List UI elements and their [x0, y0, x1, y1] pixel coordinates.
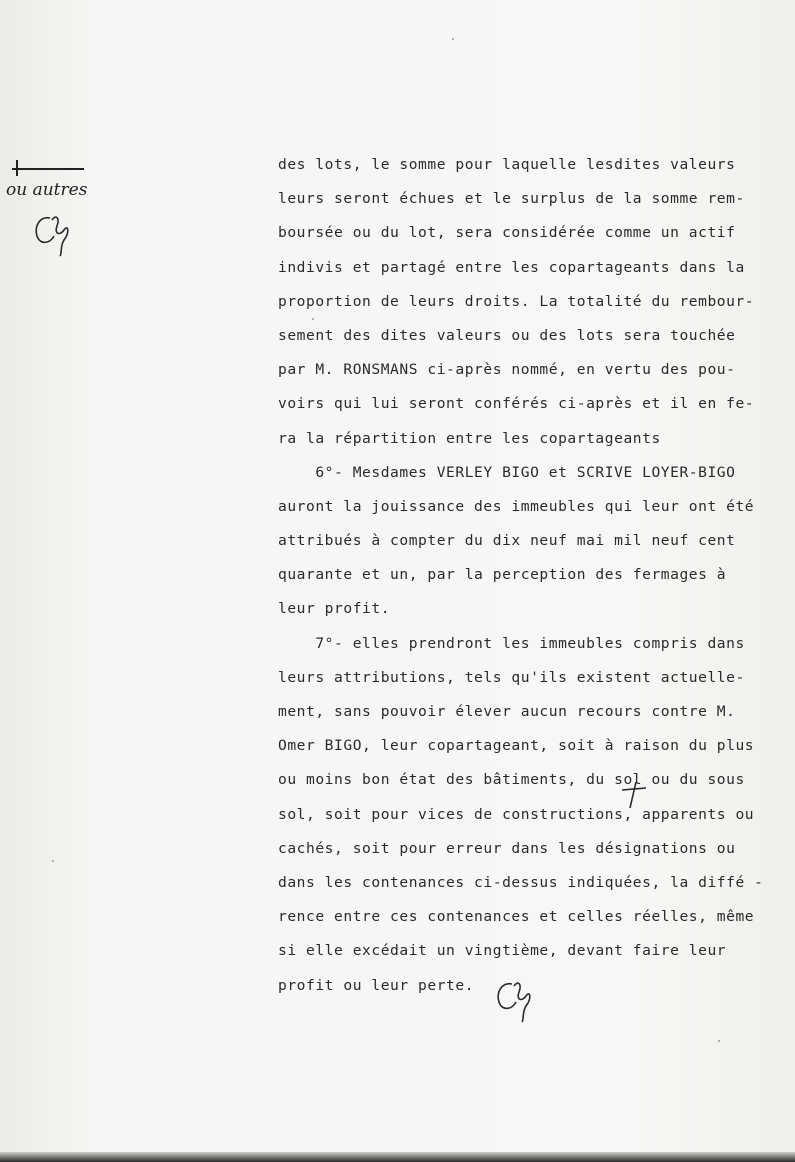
- margin-rule: [12, 168, 84, 170]
- text-line: attribués à compter du dix neuf mai mil neuf cent: [278, 532, 736, 550]
- text-line: leurs attributions, tels qu'ils existent actuelle-: [278, 668, 745, 686]
- text-line: sement des dites valeurs ou des lots sera touchée: [278, 326, 736, 344]
- text-line: dans les contenances ci-dessus indiquées, la diffé -: [278, 873, 764, 891]
- text-line: ou moins bon état des bâtiments, du sol ou du sous: [278, 771, 745, 789]
- text-line: par M. RONSMANS ci-après nommé, en vertu des pou-: [278, 361, 736, 379]
- text-line: proportion de leurs droits. La totalité du rembour-: [278, 292, 755, 310]
- text-line: profit ou leur perte.: [278, 976, 475, 994]
- paper-speck: [718, 1040, 720, 1042]
- margin-note-text: ou autres: [6, 180, 88, 200]
- paper-speck: [52, 860, 54, 862]
- text-line: quarante et un, par la perception des fermages à: [278, 566, 727, 584]
- text-line: des lots, le somme pour laquelle lesdites valeurs: [278, 156, 736, 173]
- text-line: 6°- Mesdames VERLEY BIGO et SCRIVE LOYER-BIGO: [278, 463, 736, 481]
- text-line: sol, soit pour vices de constructions, apparents ou: [278, 805, 755, 823]
- text-line: leurs seront échues et le surplus de la somme rem-: [278, 190, 745, 208]
- text-line: auront la jouissance des immeubles qui leur ont été: [278, 497, 755, 515]
- text-line: Omer BIGO, leur copartageant, soit à raison du plus: [278, 737, 755, 755]
- bottom-initials-signature: [492, 978, 536, 1024]
- text-line: si elle excédait un vingtième, devant faire leur: [278, 942, 727, 960]
- paper-speck: [452, 38, 454, 40]
- document-body: [278, 148, 793, 1003]
- insertion-cross-mark: [620, 780, 648, 810]
- text-line: voirs qui lui seront conférés ci-après et il en fe-: [278, 395, 755, 413]
- text-line: indivis et partagé entre les copartageants dans la: [278, 258, 745, 276]
- text-line: cachés, soit pour erreur dans les désignations ou: [278, 839, 736, 857]
- paper-speck: [312, 318, 314, 320]
- text-line: boursée ou du lot, sera considérée comme un actif: [278, 224, 736, 242]
- margin-initials-signature: [30, 212, 74, 258]
- page-bottom-edge: [0, 1152, 795, 1162]
- text-line: ra la répartition entre les copartageants: [278, 429, 661, 447]
- text-line: leur profit.: [278, 600, 391, 618]
- text-line: ment, sans pouvoir élever aucun recours contre M.: [278, 703, 736, 720]
- text-line: rence entre ces contenances et celles réelles, même: [278, 908, 755, 926]
- text-line: 7°- elles prendront les immeubles compris dans: [278, 634, 745, 652]
